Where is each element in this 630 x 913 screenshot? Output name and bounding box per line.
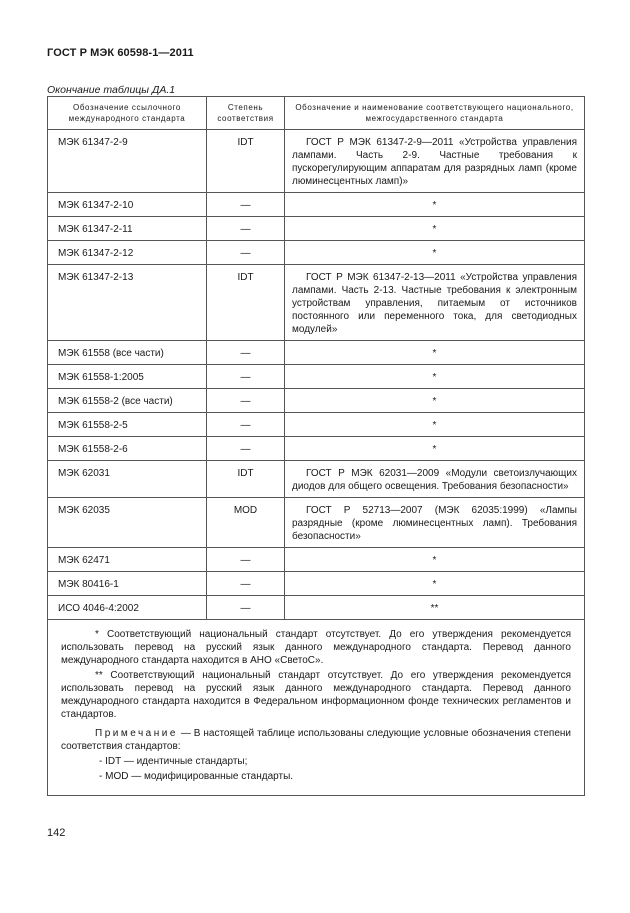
ref-standard-cell: МЭК 62035 [48,498,207,548]
table-row [48,498,585,548]
national-standard-text: * [432,348,437,359]
degree-cell: — [207,572,285,596]
ref-standard-cell: МЭК 80416-1 [48,572,207,596]
national-standard-text: ГОСТ Р 52713—2007 (МЭК 62035:1999) «Лампы разрядные (кроме люминесцентных ламп). Требования безопасности» [292,505,577,542]
ref-standard-cell: МЭК 62031 [48,461,207,498]
ref-standard-cell: МЭК 61558-2-5 [48,413,207,437]
degree-cell: — [207,241,285,265]
ref-standard-cell: МЭК 61347-2-10 [48,193,207,217]
national-standard-text: * [432,579,437,590]
national-standard-text: ** [430,603,439,614]
degree-cell: — [207,341,285,365]
degree-cell: IDT [207,265,285,341]
ref-standard-cell: МЭК 61347-2-13 [48,265,207,341]
national-standard-cell [285,413,585,437]
ref-standard-cell: МЭК 61347-2-12 [48,241,207,265]
degree-cell: IDT [207,461,285,498]
document-header: ГОСТ Р МЭК 60598-1—2011 [47,47,194,59]
note-paragraph [61,727,571,753]
national-standard-text: ГОСТ Р МЭК 62031—2009 «Модули светоизлучающих диодов для общего освещения. Требования безопасности» [292,468,577,492]
national-standard-text: * [432,555,437,566]
notes-row [48,620,585,796]
table-header-row [48,97,585,130]
national-standard-cell [285,217,585,241]
table-row [48,437,585,461]
note-label: Примечание [95,728,178,739]
degree-cell: IDT [207,130,285,193]
degree-cell: — [207,413,285,437]
ref-standard-cell: МЭК 61558-2-6 [48,437,207,461]
national-standard-text: * [432,200,437,211]
column-header-national: Обозначение и наименование соответствующего национального, межгосударственного стандарта [285,97,585,130]
national-standard-cell [285,265,585,341]
table-row [48,193,585,217]
column-header-ref: Обозначение ссылочного международного стандарта [48,97,207,130]
table-row [48,548,585,572]
notes-cell [48,620,585,796]
national-standard-cell [285,596,585,620]
ref-standard-cell: МЭК 61558 (все части) [48,341,207,365]
national-standard-text: * [432,248,437,259]
degree-cell: — [207,365,285,389]
national-standard-text: ГОСТ Р МЭК 61347-2-9—2011 «Устройства управления лампами. Часть 2-9. Частные требования к пускорегулирующим аппаратам для разрядных ламп (кроме люминесцентных ламп)» [292,137,577,187]
table-caption: Окончание таблицы ДА.1 [47,84,176,96]
table-row [48,265,585,341]
table-row [48,130,585,193]
national-standard-cell [285,548,585,572]
column-header-degree: Степень соответствия [207,97,285,130]
footnote-1: * Соответствующий национальный стандарт отсутствует. До его утверждения рекомендуется использовать перевод на русский язык данного международного стандарта. Перевод данного международного стандарта находится в АНО «СветоС». [61,629,571,666]
national-standard-cell [285,193,585,217]
degree-cell: — [207,437,285,461]
note-text: — В настоящей таблице использованы следующие условные обозначения степени соответствия стандартов: [61,728,571,752]
table-body [48,130,585,620]
table-row [48,341,585,365]
table-row [48,596,585,620]
standards-table [47,96,585,796]
ref-standard-cell: ИСО 4046-4:2002 [48,596,207,620]
degree-cell: — [207,548,285,572]
national-standard-cell [285,365,585,389]
national-standard-cell [285,461,585,498]
national-standard-text: * [432,224,437,235]
ref-standard-cell: МЭК 61558-2 (все части) [48,389,207,413]
table-row [48,461,585,498]
ref-standard-cell: МЭК 62471 [48,548,207,572]
national-standard-cell [285,572,585,596]
degree-cell: — [207,596,285,620]
national-standard-cell [285,241,585,265]
national-standard-cell [285,341,585,365]
table-row [48,413,585,437]
national-standard-cell [285,498,585,548]
degree-cell: — [207,389,285,413]
national-standard-text: * [432,372,437,383]
national-standard-cell [285,437,585,461]
degree-cell: — [207,217,285,241]
table-row [48,241,585,265]
degree-cell: MOD [207,498,285,548]
note-item-mod: - MOD — модифицированные стандарты. [99,771,294,782]
ref-standard-cell: МЭК 61558-1:2005 [48,365,207,389]
national-standard-text: ГОСТ Р МЭК 61347-2-13—2011 «Устройства управления лампами. Часть 2-13. Частные требования к электронным устройствам управления, питаемым от источников постоянного или переменного тока, для светодиодных модулей» [292,272,577,335]
national-standard-text: * [432,444,437,455]
table-row [48,365,585,389]
national-standard-cell [285,389,585,413]
national-standard-text: * [432,420,437,431]
table-row [48,572,585,596]
national-standard-text: * [432,396,437,407]
table-row [48,389,585,413]
ref-standard-cell: МЭК 61347-2-11 [48,217,207,241]
degree-cell: — [207,193,285,217]
national-standard-cell [285,130,585,193]
page-number: 142 [47,827,66,839]
footnote-2: ** Соответствующий национальный стандарт отсутствует. До его утверждения рекомендуется использовать перевод на русский язык данного международного стандарта. Перевод данного международного стандарта находится в Федеральном информационном фонде технических регламентов и стандартов. [61,670,571,720]
table-row [48,217,585,241]
ref-standard-cell: МЭК 61347-2-9 [48,130,207,193]
note-item-idt: - IDT — идентичные стандарты; [99,756,248,767]
